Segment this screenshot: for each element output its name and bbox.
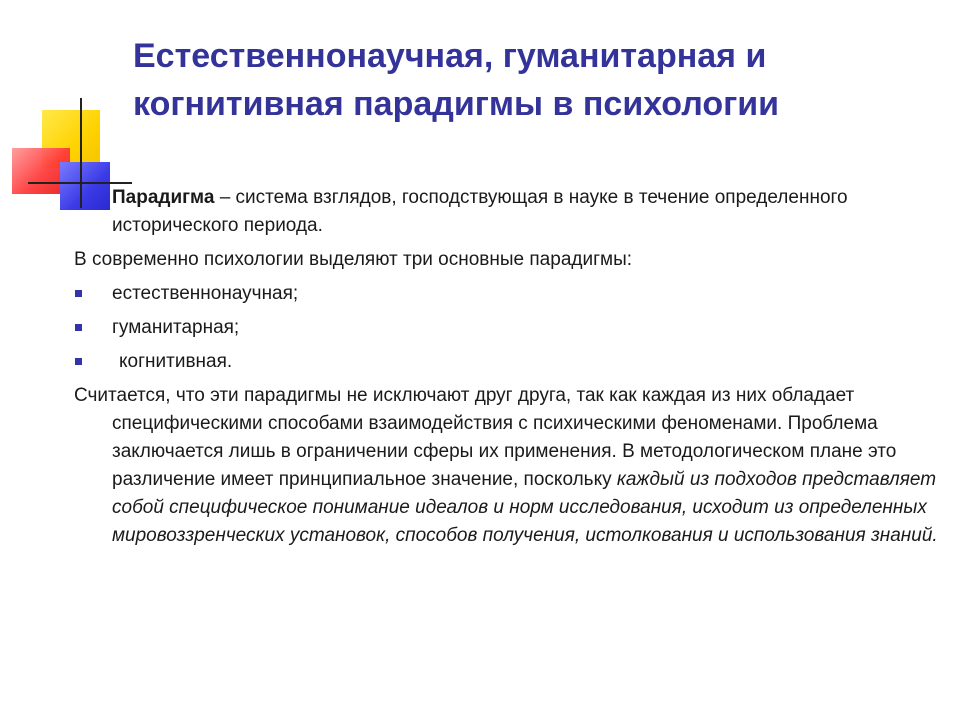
list-item-label: естественнонаучная; [112, 283, 299, 304]
conclusion-paragraph [74, 382, 944, 550]
definition-paragraph [74, 184, 944, 240]
conclusion-italic-text: каждый из подходов представляет собой специфическое понимание идеалов и норм исследования, исходит из определенных мировоззренческих установок, способов получения, истолкования и использования знаний. [112, 469, 938, 546]
intro-paragraph: В современно психологии выделяют три основные парадигмы: [74, 249, 633, 270]
paradigm-list [74, 280, 944, 376]
square-bullet-icon [75, 358, 82, 365]
list-item [74, 314, 944, 342]
list-item [74, 348, 944, 376]
slide-body [74, 184, 944, 550]
list-item-label: гуманитарная; [112, 317, 240, 338]
conclusion-text: Считается, что эти парадигмы не исключают друг друга, так как каждая из них обладает специфическими способами взаимодействия с психическими феноменами. Проблема заключается лишь в ограничении сферы их применения. В методологическом плане это различение имеет принципиальное значение, поскольку [74, 385, 897, 490]
list-item [74, 280, 944, 308]
slide-title: Естественнонаучная, гуманитарная и когнитивная парадигмы в психологии [133, 37, 780, 123]
list-item-label: когнитивная. [119, 351, 233, 372]
definition-term: Парадигма [112, 187, 215, 208]
definition-text: – система взглядов, господствующая в науке в течение определенного исторического периода. [112, 187, 848, 236]
square-bullet-icon [75, 324, 82, 331]
square-bullet-icon [75, 290, 82, 297]
